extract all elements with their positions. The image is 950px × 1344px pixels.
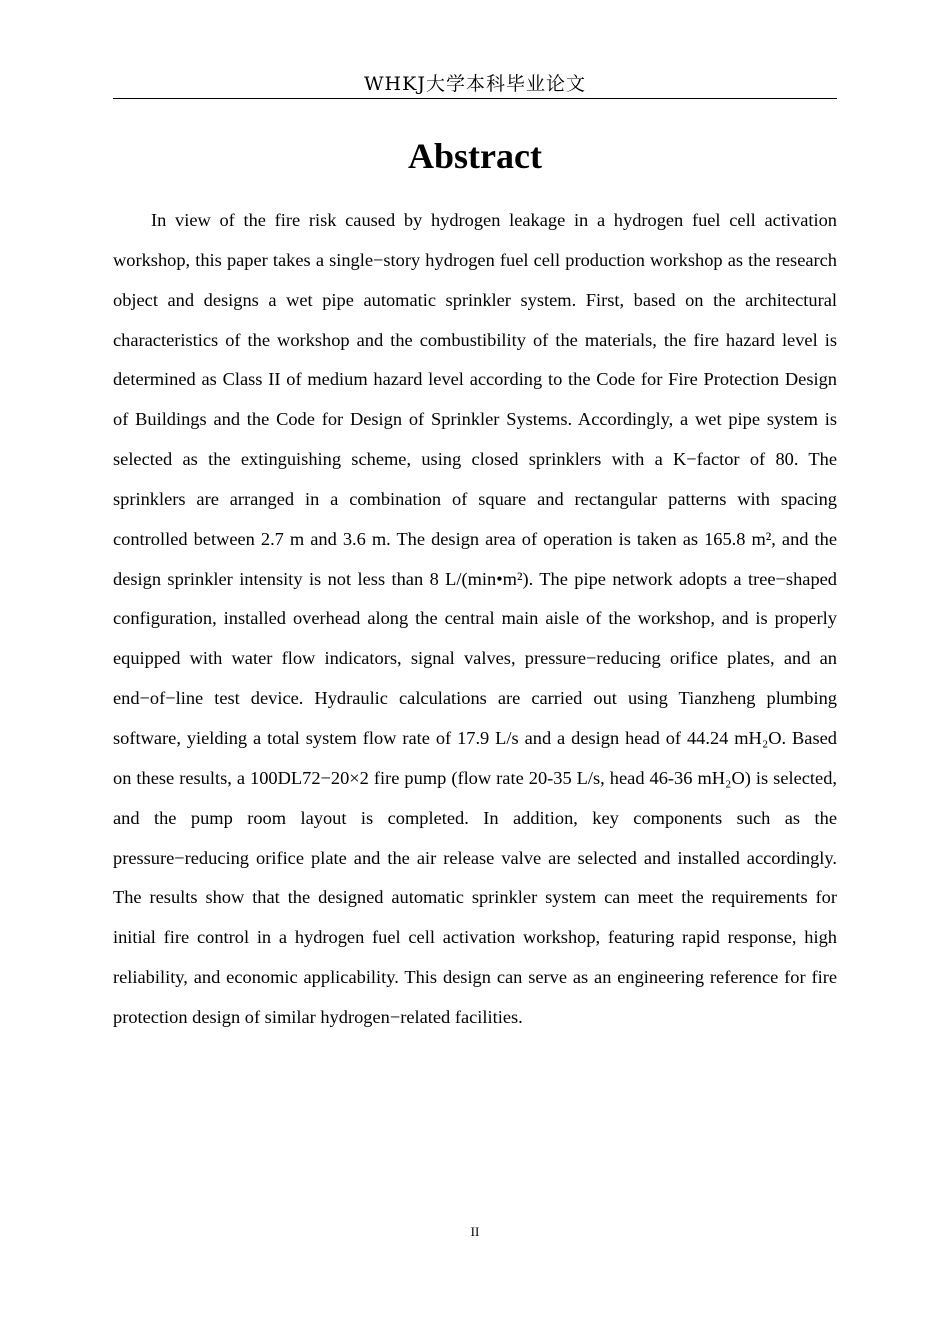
- abstract-paragraph: In view of the fire risk caused by hydrogen leakage in a hydrogen fuel cell activation workshop, this paper takes a single−story hydrogen fuel cell production workshop as the research object and designs a wet pipe automatic sprinkler system. First, based on the architectural characteristics of the workshop and the combustibility of the materials, the fire hazard level is determined as Class II of medium hazard level according to the Code for Fire Protection Design of Buildings and the Code for Design of Sprinkler Systems. Accordingly, a wet pipe system is selected as the extinguishing scheme, using closed sprinklers with a K−factor of 80. The sprinklers are arranged in a combination of square and rectangular patterns with spacing controlled between 2.7 m and 3.6 m. The design area of operation is taken as 165.8 m², and the design sprinkler intensity is not less than 8 L/(min•m²). The pipe network adopts a tree−shaped configuration, installed overhead along the central main aisle of the workshop, and is properly equipped with water flow indicators, signal valves, pressure−reducing orifice plates, and an end−of−line test device. Hydraulic calculations are carried out using Tianzheng plumbing software, yielding a total system flow rate of 17.9 L/s and a design head of 44.24 mH₂O. Based on these results, a 100DL72−20×2 fire pump (flow rate 20-35 L/s, head 46-36 mH₂O) is selected, and the pump room layout is completed. In addition, key components such as the pressure−reducing orifice plate and the air release valve are selected and installed accordingly. The results show that the designed automatic sprinkler system can meet the requirements for initial fire control in a hydrogen fuel cell activation workshop, featuring rapid response, high reliability, and economic applicability. This design can serve as an engineering reference for fire protection design of similar hydrogen−related facilities.: [113, 210, 837, 1027]
- header-rule: [113, 98, 837, 99]
- running-header: WHKJ大学本科毕业论文: [364, 73, 586, 95]
- page-title: Abstract: [408, 136, 542, 176]
- page-number: II: [470, 1224, 480, 1239]
